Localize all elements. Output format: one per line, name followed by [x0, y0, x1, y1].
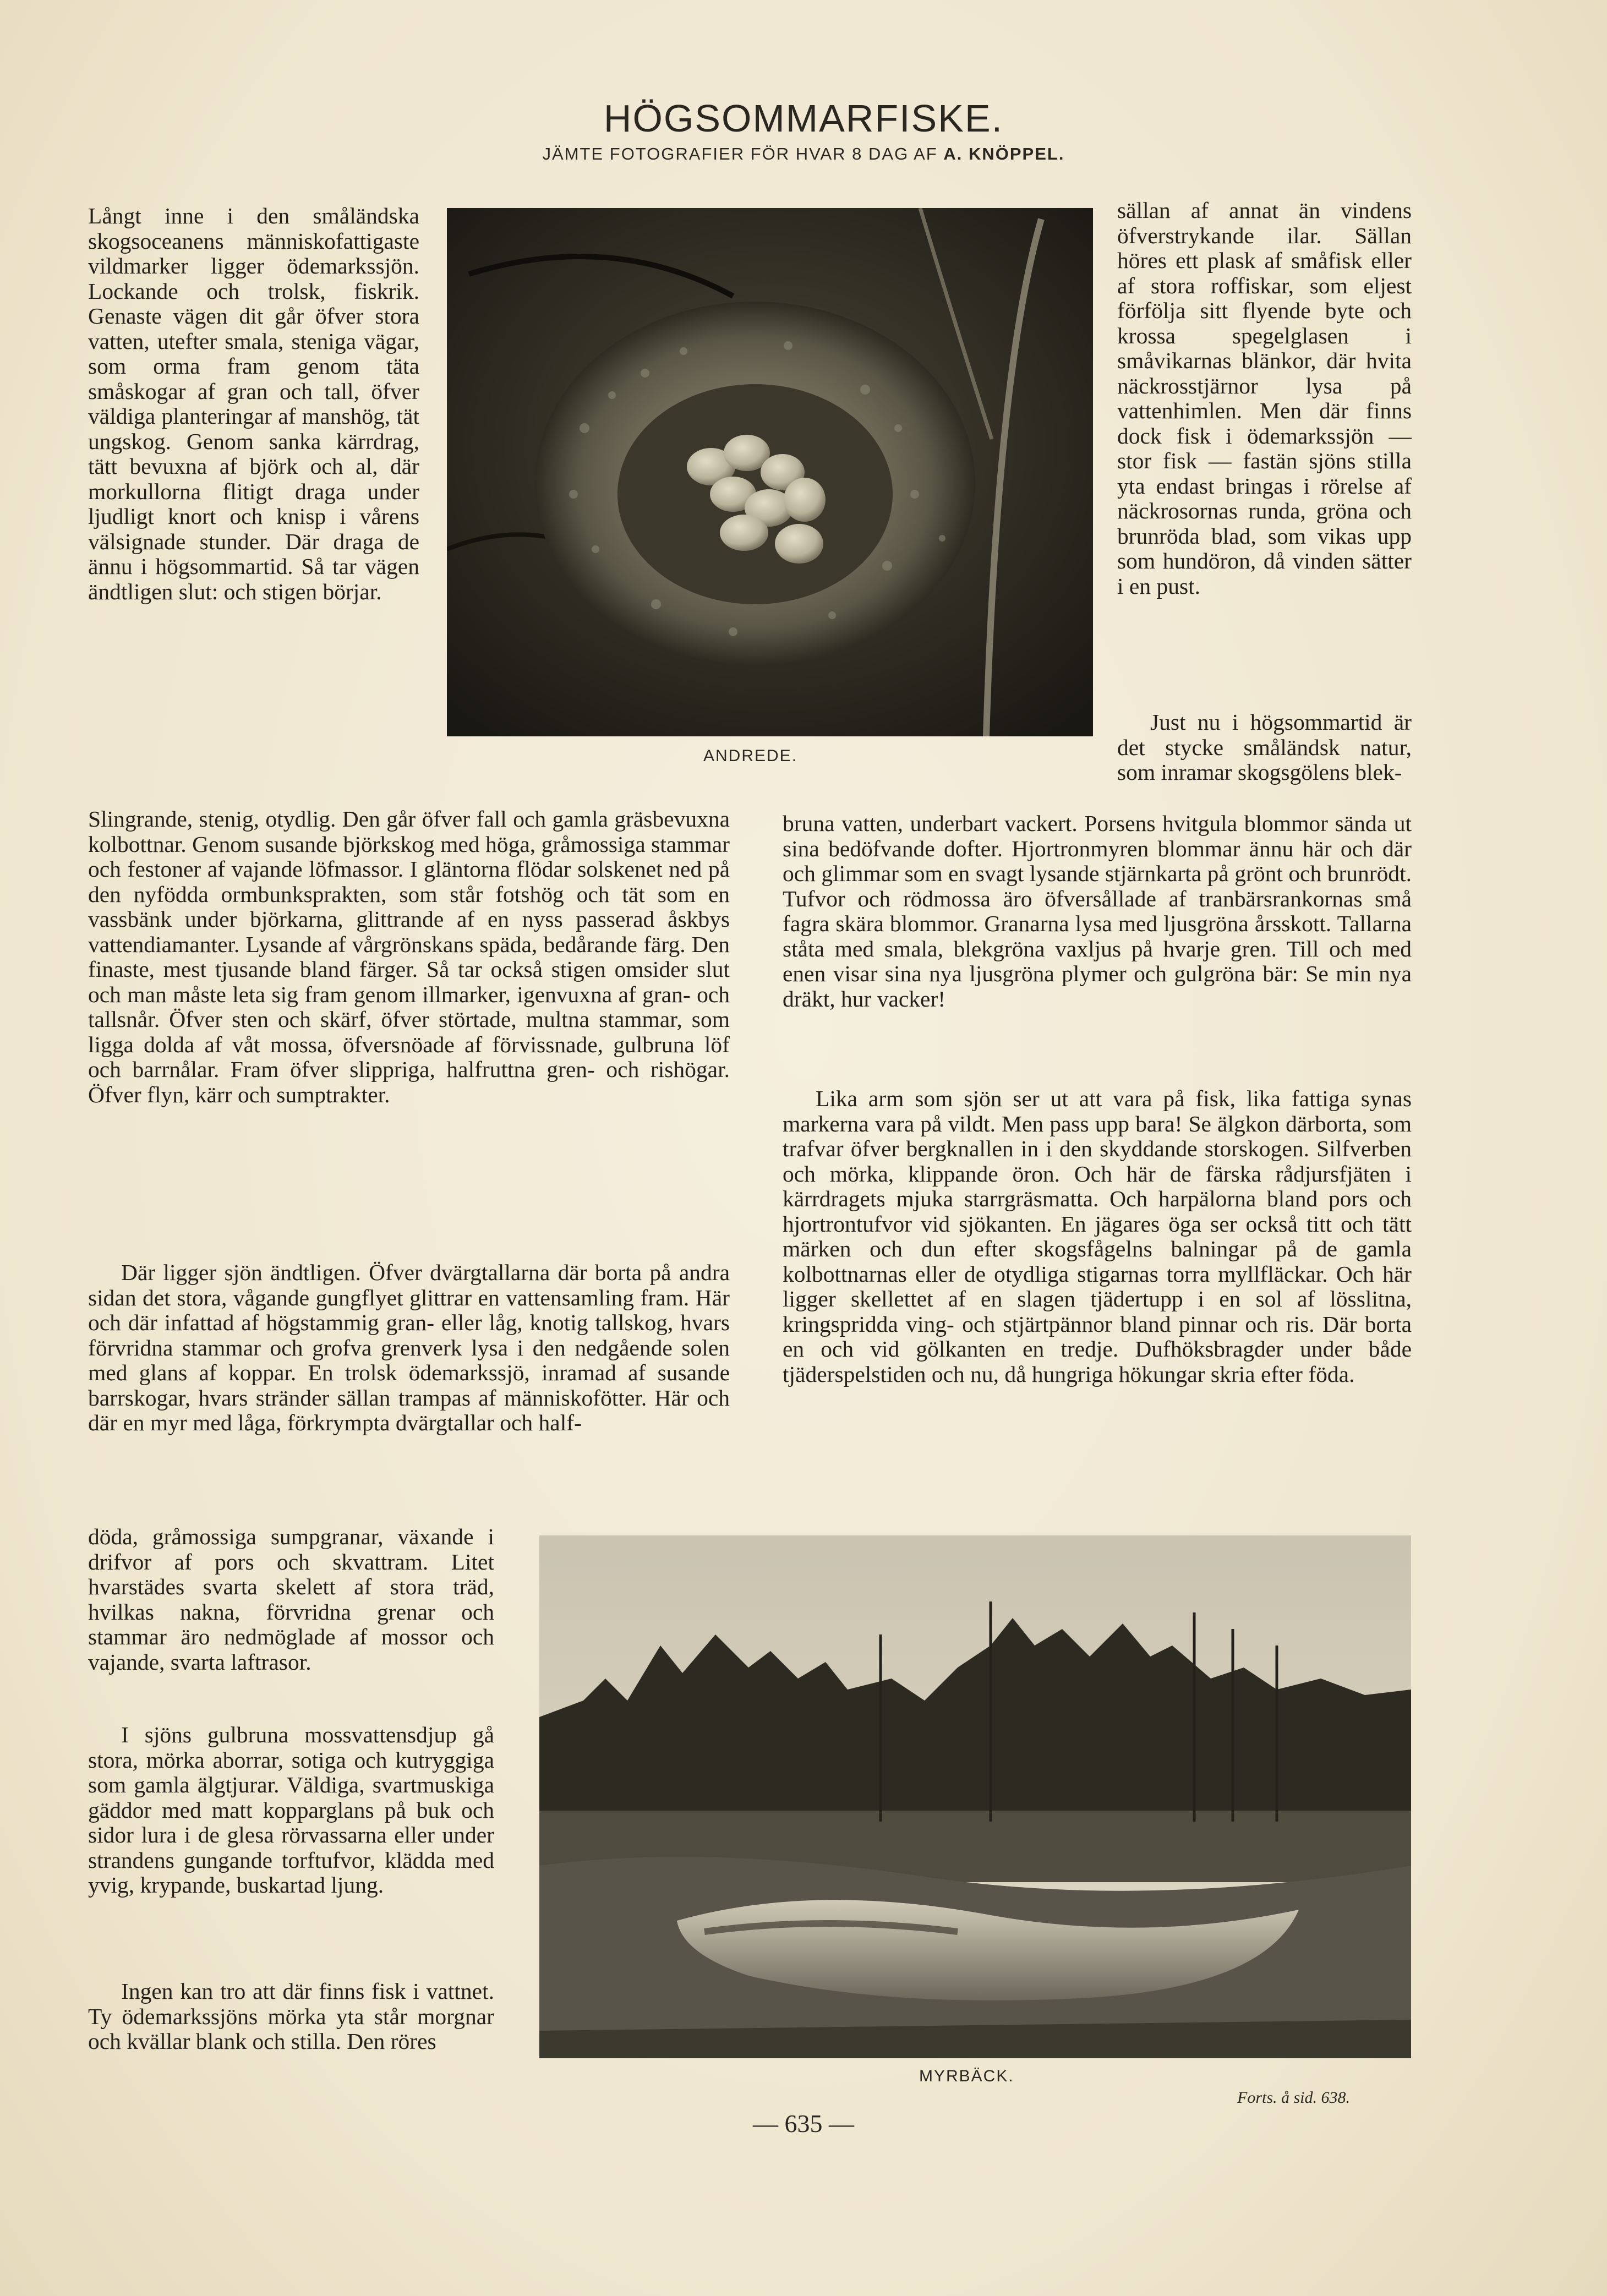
article-paragraph-stillness: Ingen kan tro att där finns fisk i vattnet. Ty ödemarkssjöns mörka yta står morgnar och kvällar blank och stilla. Den röres — [88, 1979, 494, 2054]
duck-nest-photo — [447, 208, 1093, 736]
subtitle-prefix: JÄMTE FOTOGRAFIER FÖR HVAR 8 DAG AF — [542, 144, 938, 163]
article-paragraph-lily-pads: sällan af annat än vindens öfverstrykande ilar. Sällan höres ett plask af småfisk eller af stora roffiskar, som eljest förfölja sitt flyende byte och krossa spegelglasen i småvikarnas blänkor, där hvita näckrosstjärnor lysa på vattenhimlen. Men där finns dock fisk i ödemarkssjön — stor fisk — fastän sjöns stilla yta endast bringas i rörelse af näckrosornas runda, gröna och brunröda blad, som vikas upp som hundöron, då vinden sätter i en pust. — [1117, 198, 1412, 599]
article-paragraph-swamp: döda, gråmossiga sumpgranar, växande i drifvor af pors och skvattram. Litet hvarstädes svarta skelett af stora träd, hvilkas nakna, förvridna grenar och stammar äro nedmöglade af mossor och vajande, svarta laftrasor. — [88, 1524, 494, 1675]
article-paragraph-lake: Där ligger sjön ändtligen. Öfver dvärgtallarna där borta på andra sidan det stora, vågande gungflyet glittrar en vattensamling fram. Här och där infattad af högstammig gran- eller låg, knotig tallskog, hvars förvridna stammar och grofva grenverk lysa i den nedgående solen med glans af koppar. En trolsk ödemarkssjö, inramad af susande barrskogar, hvars stränder sällan trampas af människofötter. Här och där en myr med låga, förkrympta dvärgtallar och half- — [88, 1260, 730, 1435]
marsh-landscape-illustration — [539, 1535, 1411, 2058]
marsh-stream-photo — [539, 1535, 1411, 2058]
marsh-photo-caption: MYRBÄCK. — [919, 2067, 1014, 2085]
article-paragraph-bloom: bruna vatten, underbart vackert. Porsens hvitgula blommor sända ut sina bedöfvande dofter. Hjortronmyren blommar ännu här och där och glimmar som en svagt lysande stjärnkarta på grönt och brunrödt. Tufvor och rödmossa äro öfversållade af tranbärsrankornas små fagra skära blommor. Granarna lysa med ljusgröna årsskott. Tallarna ståta med smala, blekgröna vaxljus på hvarje gren. Till och med enen visar sina nya ljusgröna plymer och gulgröna bär: Se min nya dräkt, hur vacker! — [783, 811, 1412, 1012]
article-paragraph-midsummer: Just nu i högsommartid är det stycke småländsk natur, som inramar skogsgölens blek- — [1117, 710, 1412, 785]
article-paragraph-wildlife: Lika arm som sjön ser ut att vara på fisk, lika fattiga synas markerna vara på vildt. Men pass upp bara! Se älgkon därborta, som trafvar öfver bergknallen in i den skyddande storskogen. Silfverben och mörka, klippande öron. Och här de färska rådjursfjäten i kärrdragets mjuka starrgräsmatta. Och harpälorna bland pors och hjortrontufvor vid sjökanten. En jägares öga ser också titt och tätt märken och dun efter skogsfågelns balningar på de gamla kolbottnarnas eller de otydliga stigarnas torra myllfläckar. Och här ligger skellettet af en slagen tjädertupp i en sol af lösslitna, kringspridda ving- och stjärtpännor bland pinnar och ris. Där borta en och vid gölkanten en tredje. Dufhöksbragder under både tjäderspelstiden och nu, då hungriga hökungar skria efter föda. — [783, 1086, 1412, 1387]
continued-note: Forts. å sid. 638. — [1237, 2089, 1351, 2107]
nest-photo-caption: ANDREDE. — [703, 747, 798, 765]
nest-illustration — [447, 208, 1093, 736]
article-paragraph-opening: Långt inne i den småländska skogsoceanens människofattigaste vildmarker ligger ödemarkssjön. Lockande och trolsk, fiskrik. Genaste vägen dit går öfver stora vatten, utefter smala, steniga vägar, som orma fram genom täta småskogar af gran och tall, öfver väldiga planteringar af manshög, tät ungskog. Genom sanka kärrdrag, tätt bevuxna af björk och al, där morkullorna flitigt draga under ljudligt knort och knisp i vårens välsignade stunder. Där draga de ännu i högsommartid. Så tar vägen ändtligen slut: och stigen börjar. — [88, 204, 419, 604]
photographer-name: A. KNÖPPEL. — [943, 144, 1065, 163]
page-number: — 635 — — [753, 2109, 854, 2138]
article-title: HÖGSOMMARFISKE. — [603, 97, 1004, 140]
article-subtitle — [0, 144, 1607, 164]
article-paragraph-fish: I sjöns gulbruna mossvattensdjup gå stora, mörka aborrar, sotiga och kutryggiga som gamla älgtjurar. Väldiga, svartmuskiga gäddor med matt kopparglans på buk och sidor lura i de glesa rörvassarna eller under strandens gungande torftufvor, klädda med yvig, krypande, buskartad ljung. — [88, 1723, 494, 1898]
article-paragraph-path: Slingrande, stenig, otydlig. Den går öfver fall och gamla gräsbevuxna kolbottnar. Genom susande björkskog med höga, gråmossiga stammar och festoner af vajande löfmassor. I gläntorna flödar solskenet ned på den nyfödda ormbunksprakten, som står fotshög och tät som en vassbänk under björkarna, glittrande af en nyss passerad åskbys vattendiamanter. Lysande af vårgrönskans späda, bedårande färg. Den finaste, mest tjusande bland färger. Så tar också stigen omsider slut och man måste leta sig fram genom illmarker, igenvuxna af gran- och tallsnår. Öfver sten och skärf, öfver störtade, multna stammar, som ligga dolda af våt mossa, öfversnöade af förvissnade, gulbruna löf och barrnålar. Fram öfver slippriga, halfruttna gren- och rishögar. Öfver flyn, kärr och sumptrakter. — [88, 807, 730, 1107]
